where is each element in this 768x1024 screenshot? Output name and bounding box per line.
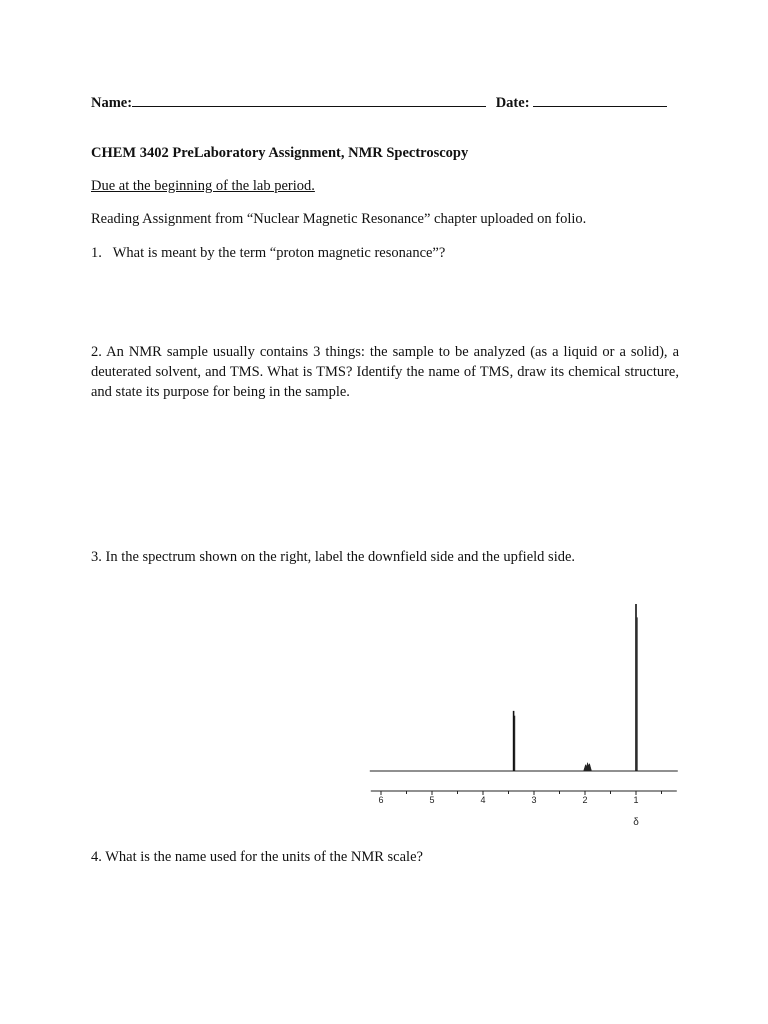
x-axis-label: δ [633,817,639,828]
name-blank[interactable] [132,93,486,107]
question-number: 1. [91,245,102,261]
date-blank[interactable] [533,93,667,107]
question-1 [91,243,679,263]
spectrum-peak [584,763,592,771]
tick-label: 5 [429,795,435,805]
tick-label: 2 [582,795,588,805]
question-2 [91,342,679,402]
name-label: Name: [91,95,133,111]
tick-label: 3 [531,795,537,805]
due-note: Due at the beginning of the lab period. [91,178,315,194]
question-number: 2. [91,344,102,360]
tick-label: 4 [480,795,486,805]
reading-assignment: Reading Assignment from “Nuclear Magnetic Resonance” chapter uploaded on folio. [91,211,587,227]
tick-label: 6 [378,795,384,805]
tick-label: 1 [633,795,639,805]
date-label: Date: [495,95,530,111]
question-text: In the spectrum shown on the right, label the downfield side and the upfield side. [105,549,576,565]
question-number: 4. [91,849,102,865]
question-number: 3. [91,549,102,565]
spectrum-layer [370,604,678,828]
question-text: What is meant by the term “proton magnetic resonance”? [112,245,446,261]
header-row [91,93,681,112]
assignment-title: CHEM 3402 PreLaboratory Assignment, NMR Spectroscopy [91,145,469,161]
question-text: An NMR sample usually contains 3 things: the sample to be analyzed (as a liquid or a solid), a deuterated solvent, and TMS. What is TMS? Identify the name of TMS, draw its chemical structure, and state its purpose for being in the sample. [91,344,680,400]
question-3 [91,547,679,567]
question-text: What is the name used for the units of the NMR scale? [105,849,423,865]
question-4 [91,847,679,867]
nmr-spectrum-chart [360,596,690,836]
